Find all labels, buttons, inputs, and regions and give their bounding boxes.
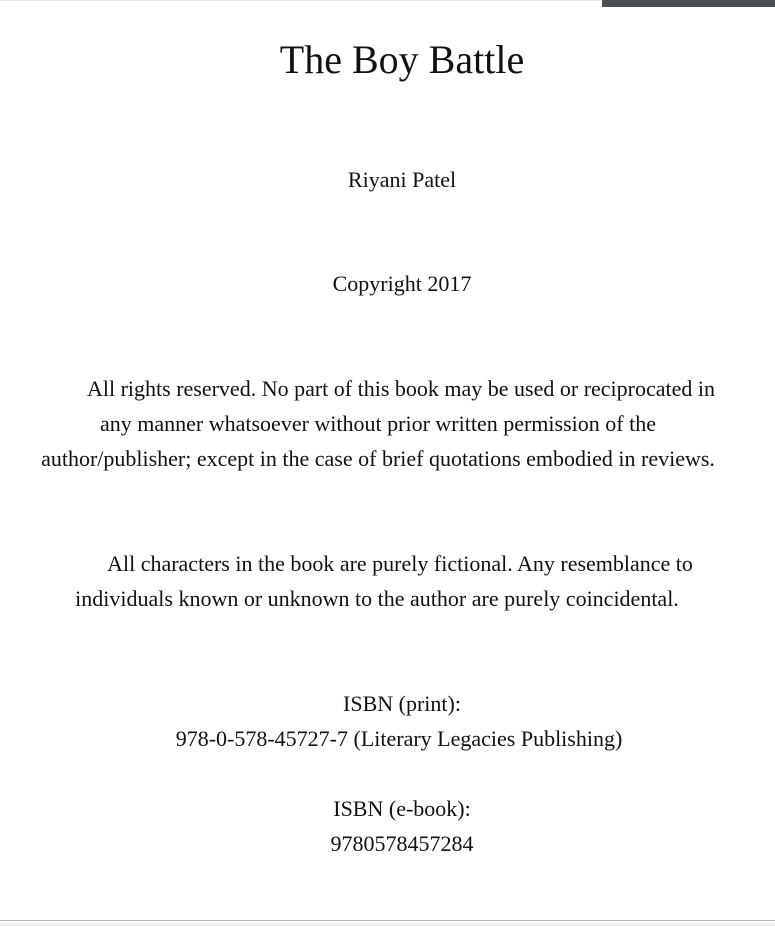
isbn-ebook-label: ISBN (e-book): <box>333 796 471 821</box>
copyright-line: Copyright 2017 <box>332 271 472 296</box>
isbn-print-label: ISBN (print): <box>343 691 461 716</box>
fiction-text: All characters in the book are purely fictional. Any resemblance to individuals known or unknown to the author are purely coincidental. <box>75 551 693 611</box>
book-title: The Boy Battle <box>279 37 525 82</box>
rights-text: All rights reserved. No part of this book may be used or reciprocated in any manner whatsoever without prior written permission of the author/publisher; except in the case of brief quotations embodied in reviews. <box>41 376 716 471</box>
rights-paragraph <box>30 371 726 476</box>
page-bottom-rule <box>0 920 775 921</box>
isbn-ebook-value: 9780578457284 <box>330 831 474 856</box>
fiction-paragraph <box>12 546 742 616</box>
isbn-print-value: 978-0-578-45727-7 (Literary Legacies Publishing) <box>175 726 623 751</box>
author-name: Riyani Patel <box>347 167 457 192</box>
